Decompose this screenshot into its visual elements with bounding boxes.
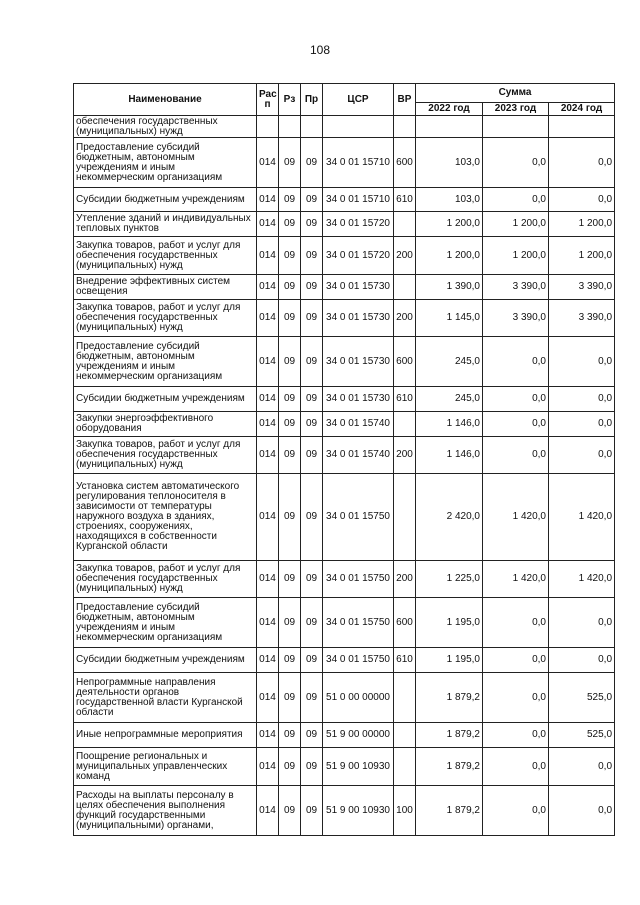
row-amount-2022: 1 195,0	[416, 598, 483, 648]
row-rz: 09	[279, 474, 301, 561]
row-csr: 34 0 01 15730	[323, 337, 394, 387]
row-ras: 014	[257, 138, 279, 188]
row-ras: 014	[257, 437, 279, 474]
header-year-2024: 2024 год	[549, 103, 615, 116]
row-ras: 014	[257, 300, 279, 337]
row-amount-2024: 0,0	[549, 337, 615, 387]
row-amount-2022: 1 390,0	[416, 275, 483, 300]
row-amount-2023: 0,0	[483, 648, 549, 673]
row-amount-2023: 3 390,0	[483, 300, 549, 337]
row-name: Предоставление субсидий бюджетным, автономным учреждениям и иным некоммерческим организациям	[74, 337, 257, 387]
row-csr	[323, 116, 394, 138]
row-rz: 09	[279, 337, 301, 387]
row-name: Непрограммные направления деятельности органов государственной власти Курганской области	[74, 673, 257, 723]
row-amount-2024: 0,0	[549, 437, 615, 474]
row-name: Субсидии бюджетным учреждениям	[74, 387, 257, 412]
row-ras: 014	[257, 561, 279, 598]
row-amount-2023: 0,0	[483, 188, 549, 212]
row-vr	[394, 412, 416, 437]
row-ras: 014	[257, 412, 279, 437]
row-name: Закупки энергоэффективного оборудования	[74, 412, 257, 437]
row-rz: 09	[279, 275, 301, 300]
table-row	[74, 786, 615, 836]
row-name: Утепление зданий и индивидуальных тепловых пунктов	[74, 212, 257, 237]
row-csr: 34 0 01 15710	[323, 188, 394, 212]
row-pr: 09	[301, 748, 323, 786]
header-pr: Пр	[301, 84, 323, 116]
row-name: Иные непрограммные мероприятия	[74, 723, 257, 748]
table-row	[74, 116, 615, 138]
row-rz	[279, 116, 301, 138]
row-pr: 09	[301, 188, 323, 212]
row-amount-2022: 1 195,0	[416, 648, 483, 673]
row-rz: 09	[279, 723, 301, 748]
row-amount-2024: 0,0	[549, 188, 615, 212]
row-amount-2024: 1 200,0	[549, 212, 615, 237]
table-row	[74, 138, 615, 188]
table-row	[74, 723, 615, 748]
row-name: Закупка товаров, работ и услуг для обеспечения государственных (муниципальных) нужд	[74, 437, 257, 474]
row-rz: 09	[279, 748, 301, 786]
page-number: 108	[309, 43, 331, 57]
row-amount-2023	[483, 116, 549, 138]
row-amount-2024: 0,0	[549, 412, 615, 437]
header-name: Наименование	[74, 84, 257, 116]
row-csr: 51 0 00 00000	[323, 673, 394, 723]
row-vr: 200	[394, 300, 416, 337]
row-pr: 09	[301, 723, 323, 748]
table-row	[74, 412, 615, 437]
row-amount-2023: 0,0	[483, 598, 549, 648]
row-amount-2023: 0,0	[483, 748, 549, 786]
row-name: Поощрение региональных и муниципальных управленческих команд	[74, 748, 257, 786]
row-amount-2023: 0,0	[483, 412, 549, 437]
row-amount-2024: 525,0	[549, 723, 615, 748]
row-pr: 09	[301, 598, 323, 648]
row-rz: 09	[279, 412, 301, 437]
table-row	[74, 648, 615, 673]
row-csr: 34 0 01 15730	[323, 275, 394, 300]
header-year-2023: 2023 год	[483, 103, 549, 116]
row-pr: 09	[301, 412, 323, 437]
row-amount-2022: 1 146,0	[416, 437, 483, 474]
row-csr: 34 0 01 15710	[323, 138, 394, 188]
row-vr: 200	[394, 237, 416, 275]
row-ras: 014	[257, 237, 279, 275]
row-amount-2023: 0,0	[483, 673, 549, 723]
row-amount-2024: 1 420,0	[549, 474, 615, 561]
table-row	[74, 437, 615, 474]
row-rz: 09	[279, 786, 301, 836]
row-vr: 600	[394, 337, 416, 387]
row-ras	[257, 116, 279, 138]
row-amount-2024: 0,0	[549, 138, 615, 188]
row-vr: 600	[394, 138, 416, 188]
row-csr: 51 9 00 10930	[323, 786, 394, 836]
row-amount-2022: 1 879,2	[416, 748, 483, 786]
row-rz: 09	[279, 648, 301, 673]
table-row	[74, 212, 615, 237]
row-vr	[394, 212, 416, 237]
row-ras: 014	[257, 748, 279, 786]
row-pr: 09	[301, 337, 323, 387]
row-csr: 34 0 01 15750	[323, 474, 394, 561]
row-amount-2022: 1 879,2	[416, 786, 483, 836]
row-pr: 09	[301, 474, 323, 561]
row-rz: 09	[279, 561, 301, 598]
row-vr	[394, 673, 416, 723]
row-ras: 014	[257, 648, 279, 673]
row-ras: 014	[257, 598, 279, 648]
row-rz: 09	[279, 300, 301, 337]
table-row	[74, 188, 615, 212]
row-amount-2024: 1 420,0	[549, 561, 615, 598]
row-vr	[394, 748, 416, 786]
row-vr: 610	[394, 648, 416, 673]
table-row	[74, 474, 615, 561]
row-amount-2022: 103,0	[416, 188, 483, 212]
row-amount-2023: 0,0	[483, 723, 549, 748]
header-csr: ЦСР	[323, 84, 394, 116]
row-amount-2024: 3 390,0	[549, 275, 615, 300]
row-vr: 600	[394, 598, 416, 648]
header-ras: Рас п	[257, 84, 279, 116]
row-amount-2023: 1 420,0	[483, 561, 549, 598]
row-name: Расходы на выплаты персоналу в целях обеспечения выполнения функций государственными (муниципальными) органами,	[74, 786, 257, 836]
row-csr: 34 0 01 15720	[323, 212, 394, 237]
row-pr: 09	[301, 237, 323, 275]
row-csr: 34 0 01 15730	[323, 300, 394, 337]
row-rz: 09	[279, 188, 301, 212]
row-rz: 09	[279, 212, 301, 237]
row-pr: 09	[301, 138, 323, 188]
row-amount-2023: 1 200,0	[483, 237, 549, 275]
row-amount-2024: 0,0	[549, 387, 615, 412]
row-csr: 34 0 01 15740	[323, 437, 394, 474]
budget-table	[73, 83, 615, 836]
row-vr	[394, 275, 416, 300]
table-row	[74, 561, 615, 598]
row-pr: 09	[301, 300, 323, 337]
row-name: Внедрение эффективных систем освещения	[74, 275, 257, 300]
row-amount-2024: 1 200,0	[549, 237, 615, 275]
row-vr: 200	[394, 561, 416, 598]
row-name: Субсидии бюджетным учреждениям	[74, 188, 257, 212]
row-csr: 34 0 01 15730	[323, 387, 394, 412]
row-rz: 09	[279, 387, 301, 412]
row-name: Установка систем автоматического регулирования теплоносителя в зависимости от температуры наружного воздуха в зданиях, строениях, сооружениях, находящихся в собственности Курганской области	[74, 474, 257, 561]
row-amount-2022: 1 145,0	[416, 300, 483, 337]
header-year-2022: 2022 год	[416, 103, 483, 116]
row-amount-2024: 0,0	[549, 748, 615, 786]
row-amount-2023: 0,0	[483, 437, 549, 474]
table-row	[74, 337, 615, 387]
row-amount-2023: 0,0	[483, 138, 549, 188]
row-pr: 09	[301, 275, 323, 300]
row-csr: 34 0 01 15750	[323, 598, 394, 648]
row-vr: 100	[394, 786, 416, 836]
row-csr: 34 0 01 15740	[323, 412, 394, 437]
row-rz: 09	[279, 237, 301, 275]
row-pr: 09	[301, 648, 323, 673]
row-vr: 200	[394, 437, 416, 474]
row-ras: 014	[257, 275, 279, 300]
row-ras: 014	[257, 474, 279, 561]
table-row	[74, 300, 615, 337]
row-pr: 09	[301, 212, 323, 237]
row-ras: 014	[257, 188, 279, 212]
row-ras: 014	[257, 786, 279, 836]
row-rz: 09	[279, 673, 301, 723]
row-amount-2023: 3 390,0	[483, 275, 549, 300]
row-csr: 34 0 01 15750	[323, 561, 394, 598]
row-amount-2022: 2 420,0	[416, 474, 483, 561]
row-amount-2022: 1 879,2	[416, 673, 483, 723]
row-amount-2024: 0,0	[549, 598, 615, 648]
row-ras: 014	[257, 337, 279, 387]
table-row	[74, 237, 615, 275]
row-amount-2024: 0,0	[549, 786, 615, 836]
row-amount-2023: 0,0	[483, 387, 549, 412]
header-vr: ВР	[394, 84, 416, 116]
row-amount-2023: 1 200,0	[483, 212, 549, 237]
row-rz: 09	[279, 598, 301, 648]
row-rz: 09	[279, 138, 301, 188]
row-name: Предоставление субсидий бюджетным, автономным учреждениям и иным некоммерческим организациям	[74, 598, 257, 648]
table-row	[74, 748, 615, 786]
row-vr	[394, 723, 416, 748]
row-ras: 014	[257, 387, 279, 412]
row-amount-2022: 1 225,0	[416, 561, 483, 598]
row-vr: 610	[394, 387, 416, 412]
row-amount-2022: 1 200,0	[416, 237, 483, 275]
table-row	[74, 275, 615, 300]
row-name: Субсидии бюджетным учреждениям	[74, 648, 257, 673]
row-csr: 34 0 01 15750	[323, 648, 394, 673]
row-vr	[394, 116, 416, 138]
table-row	[74, 387, 615, 412]
row-vr	[394, 474, 416, 561]
row-name: Закупка товаров, работ и услуг для обеспечения государственных (муниципальных) нужд	[74, 561, 257, 598]
row-rz: 09	[279, 437, 301, 474]
row-name: Закупка товаров, работ и услуг для обеспечения государственных (муниципальных) нужд	[74, 237, 257, 275]
row-pr: 09	[301, 561, 323, 598]
row-name: Предоставление субсидий бюджетным, автономным учреждениям и иным некоммерческим организациям	[74, 138, 257, 188]
row-amount-2023: 1 420,0	[483, 474, 549, 561]
row-amount-2023: 0,0	[483, 786, 549, 836]
row-csr: 51 9 00 00000	[323, 723, 394, 748]
row-amount-2024: 3 390,0	[549, 300, 615, 337]
header-rz: Рз	[279, 84, 301, 116]
row-pr: 09	[301, 673, 323, 723]
row-ras: 014	[257, 212, 279, 237]
table-row	[74, 598, 615, 648]
row-amount-2022	[416, 116, 483, 138]
row-amount-2024: 525,0	[549, 673, 615, 723]
row-pr: 09	[301, 786, 323, 836]
row-csr: 51 9 00 10930	[323, 748, 394, 786]
row-amount-2022: 1 146,0	[416, 412, 483, 437]
row-name: Закупка товаров, работ и услуг для обеспечения государственных (муниципальных) нужд	[74, 300, 257, 337]
row-vr: 610	[394, 188, 416, 212]
row-amount-2022: 1 200,0	[416, 212, 483, 237]
table-row	[74, 673, 615, 723]
row-amount-2022: 245,0	[416, 387, 483, 412]
row-csr: 34 0 01 15720	[323, 237, 394, 275]
row-ras: 014	[257, 723, 279, 748]
row-amount-2022: 245,0	[416, 337, 483, 387]
row-amount-2024: 0,0	[549, 648, 615, 673]
row-amount-2022: 103,0	[416, 138, 483, 188]
row-amount-2024	[549, 116, 615, 138]
table-body	[74, 116, 615, 836]
header-sum: Сумма	[416, 84, 615, 103]
row-ras: 014	[257, 673, 279, 723]
row-name: обеспечения государственных (муниципальных) нужд	[74, 116, 257, 138]
row-pr: 09	[301, 387, 323, 412]
row-pr	[301, 116, 323, 138]
row-amount-2023: 0,0	[483, 337, 549, 387]
row-pr: 09	[301, 437, 323, 474]
row-amount-2022: 1 879,2	[416, 723, 483, 748]
